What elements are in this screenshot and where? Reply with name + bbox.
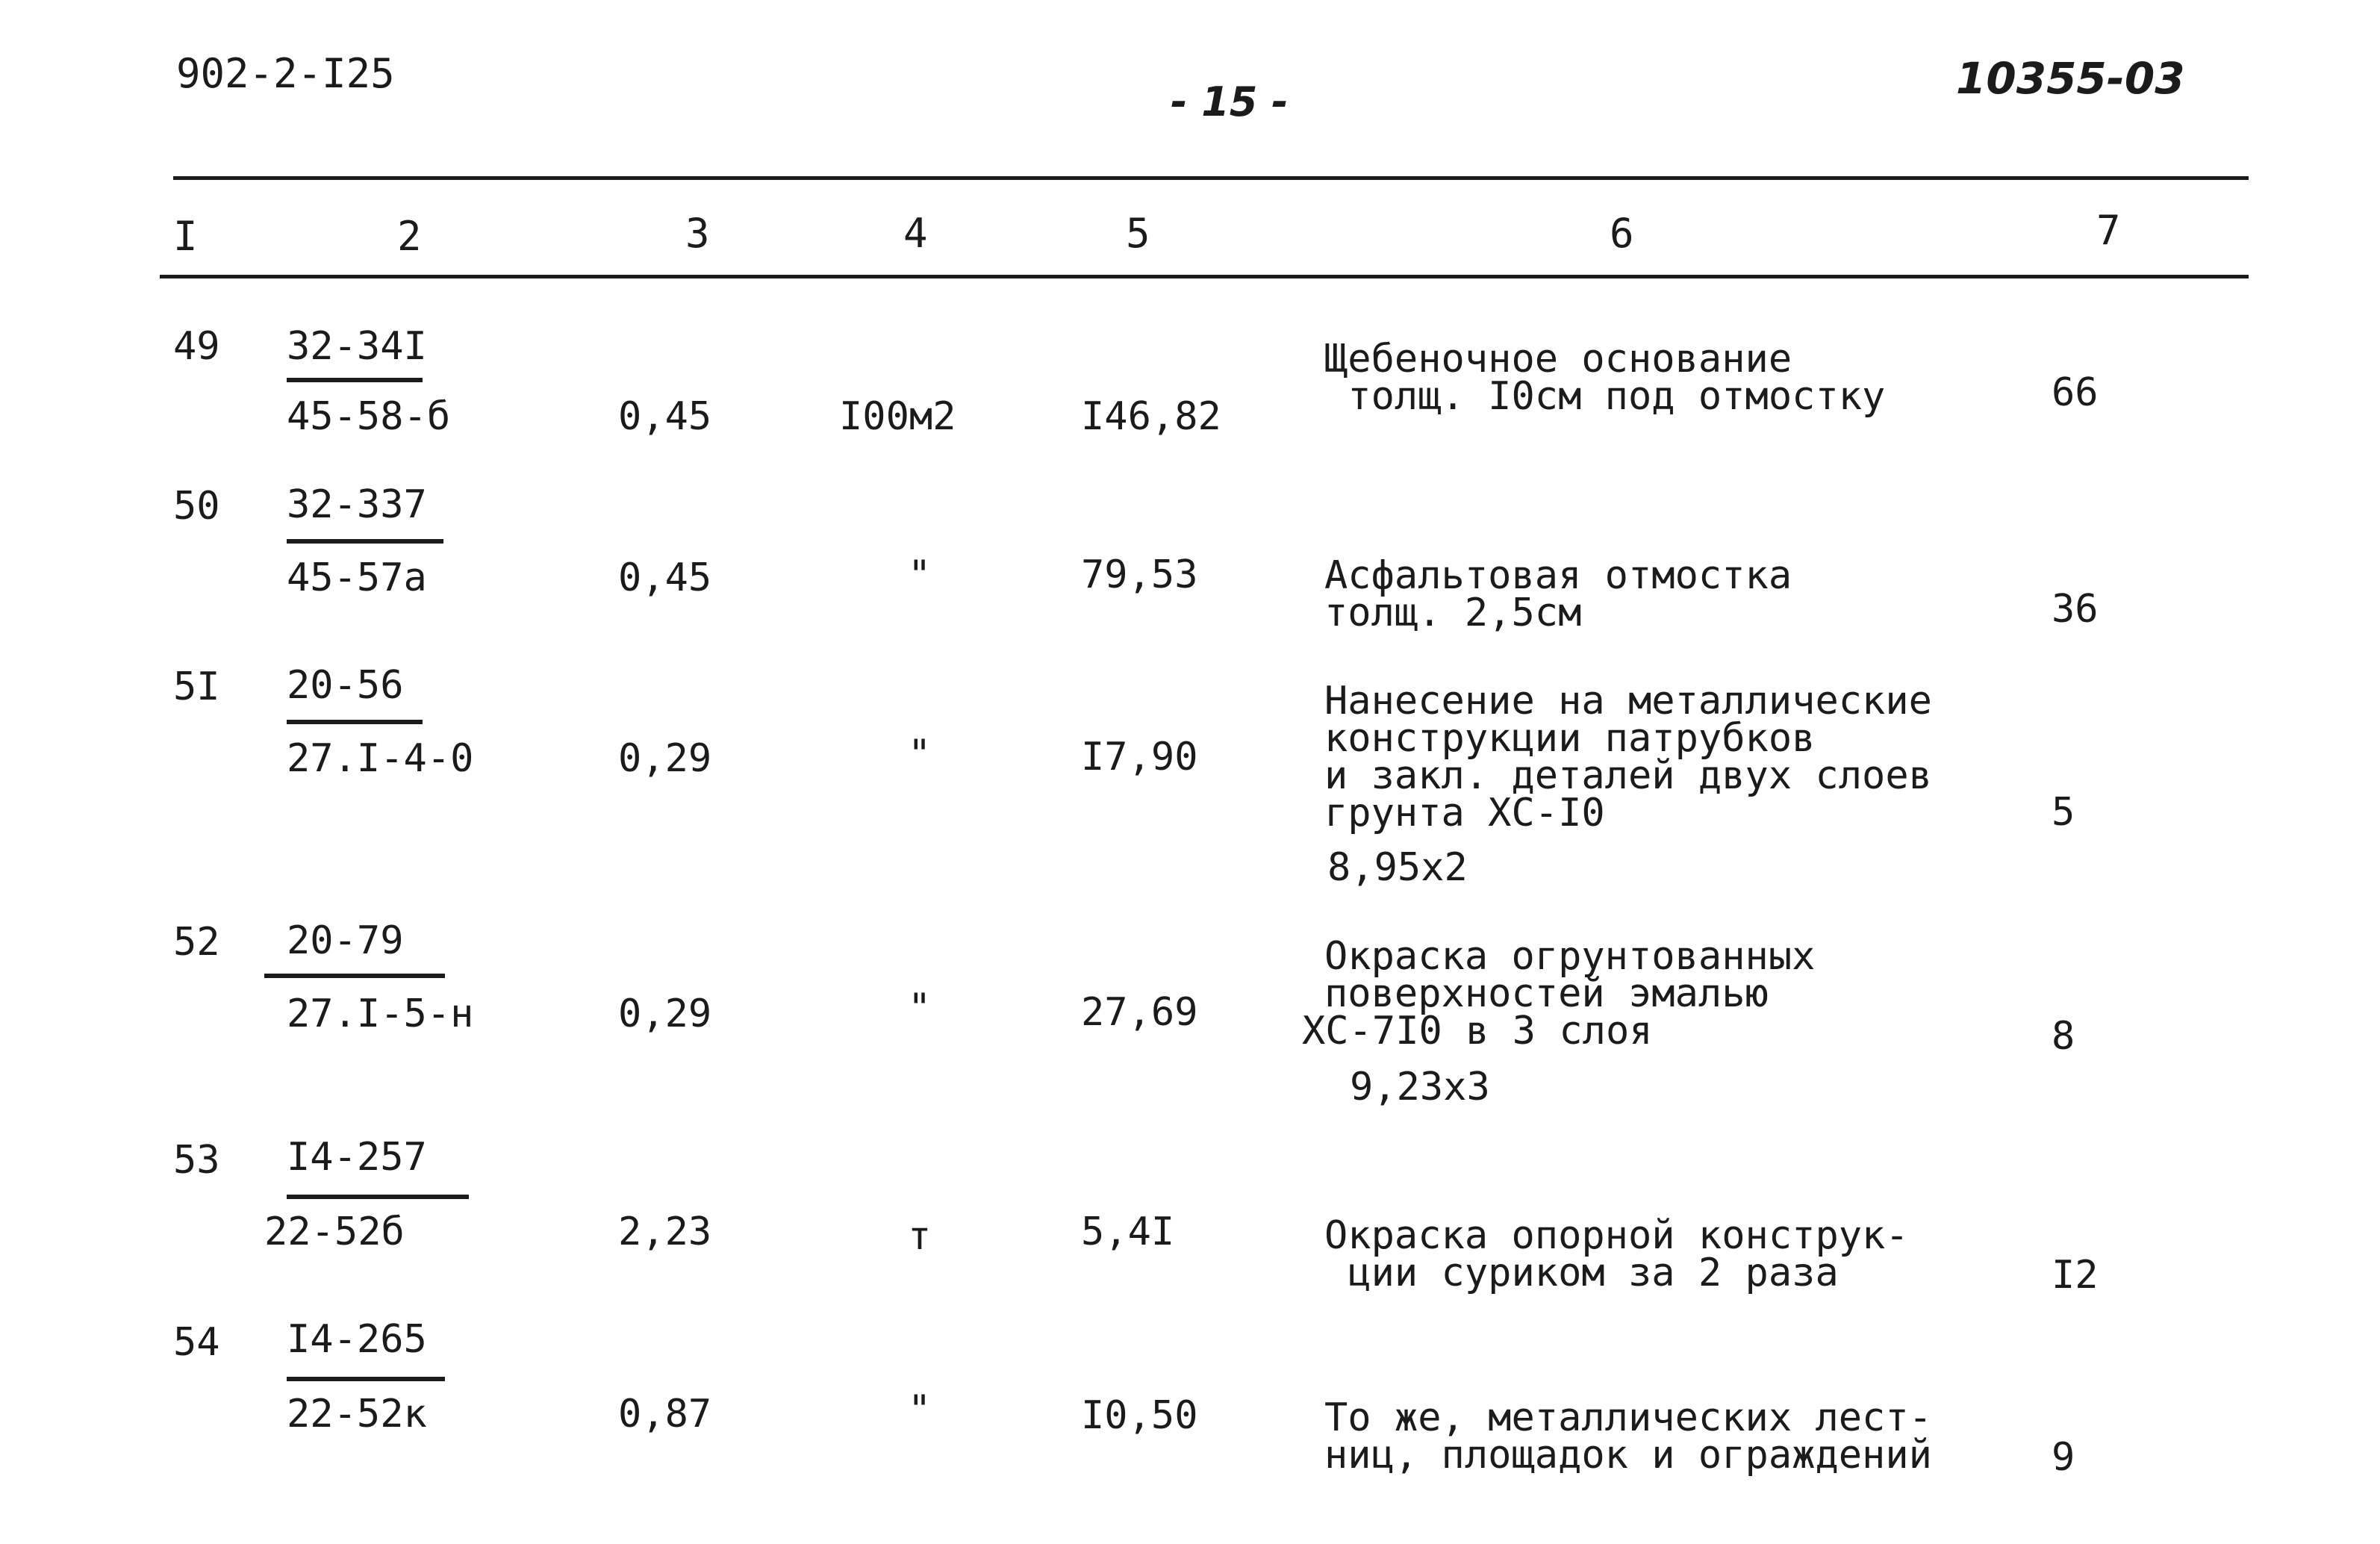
rate-code-top: 20-56 [287,663,404,708]
rate-code-top: 20-79 [287,918,404,963]
unit: " [908,552,932,597]
quantity: 0,45 [618,394,712,439]
document-code: 902-2-I25 [176,50,395,97]
row-total: 66 [2052,370,2099,415]
column-header-3: 3 [685,210,710,257]
row-number: 5I [173,664,220,709]
column-header-1: I [173,213,198,260]
unit-price: I7,90 [1081,735,1198,779]
unit: " [908,732,932,776]
row-number: 49 [173,324,220,369]
work-description-line: Щебеночное основание [1324,337,1792,382]
row-total: I2 [2052,1253,2099,1298]
table-top-rule [173,176,2249,180]
quantity: 2,23 [618,1210,712,1254]
work-description-line: грунта ХС-I0 [1324,791,1605,835]
unit-price: 27,69 [1081,990,1198,1035]
rate-code-bottom: 22-52б [264,1210,405,1254]
quantity: 0,29 [618,992,712,1036]
rate-code-top: 32-337 [287,482,427,527]
unit: " [908,1387,932,1432]
work-description-line: Асфальтовая отмостка [1324,553,1792,598]
row-number: 50 [173,484,220,529]
row-total: 9 [2052,1435,2075,1480]
rate-code-top: I4-257 [287,1135,427,1180]
work-description-line: конструкции патрубков [1324,716,1816,761]
row-number: 52 [173,920,220,965]
work-description-line: толщ. I0см под отмостку [1324,374,1886,419]
column-header-4: 4 [903,210,928,257]
column-header-7: 7 [2096,207,2121,254]
work-description-line: ХС-7I0 в 3 слоя [1302,1009,1653,1053]
rate-code-top: I4-265 [287,1317,427,1362]
rate-code-bottom: 27.I-5-н [287,992,474,1036]
row-total: 36 [2052,587,2099,632]
unit-price: 79,53 [1081,552,1198,597]
quantity: 0,45 [618,555,712,600]
unit-price: I0,50 [1081,1393,1198,1438]
fraction-bar [287,1195,469,1199]
work-description-line: Нанесение на металлические [1324,679,1932,723]
work-description-line: Окраска огрунтованных [1324,934,1816,979]
row-total: 8 [2052,1014,2075,1059]
work-description-line: Окраска опорной конструк- [1324,1213,1909,1258]
rate-code-bottom: 45-58-б [287,394,451,439]
fraction-bar [287,1377,445,1381]
column-header-5: 5 [1126,210,1150,257]
quantity: 0,87 [618,1392,712,1436]
column-header-6: 6 [1610,210,1634,257]
rate-code-bottom: 27.I-4-0 [287,736,474,781]
fraction-bar [264,974,445,978]
unit: " [908,986,932,1030]
work-description-line: толщ. 2,5см [1324,591,1582,635]
row-number: 54 [173,1320,220,1365]
fraction-bar [287,720,423,724]
fraction-bar [287,378,423,382]
calculation-note: 9,23х3 [1350,1065,1490,1109]
rate-code-bottom: 22-52к [287,1392,427,1436]
work-description-line: и закл. деталей двух слоев [1324,753,1932,798]
unit: I00м2 [839,394,956,439]
unit: т [908,1214,932,1259]
fraction-bar [287,539,443,544]
sheet-code: 10355-03 [1956,53,2185,104]
page-number: - 15 - [1171,78,1289,125]
quantity: 0,29 [618,736,712,781]
work-description-line: То же, металлических лест- [1324,1395,1932,1440]
unit-price: 5,4I [1081,1210,1175,1254]
row-number: 53 [173,1138,220,1183]
rate-code-bottom: 45-57а [287,555,427,600]
work-description-line: ции суриком за 2 раза [1324,1251,1839,1295]
rate-code-top: 32-34I [287,324,427,369]
row-total: 5 [2052,790,2075,835]
unit-price: I46,82 [1081,394,1221,439]
column-header-2: 2 [397,213,422,260]
work-description-line: поверхностей эмалью [1324,971,1769,1016]
calculation-note: 8,95х2 [1327,845,1468,890]
work-description-line: ниц, площадок и ограждений [1324,1433,1932,1478]
table-header-rule [160,275,2249,278]
